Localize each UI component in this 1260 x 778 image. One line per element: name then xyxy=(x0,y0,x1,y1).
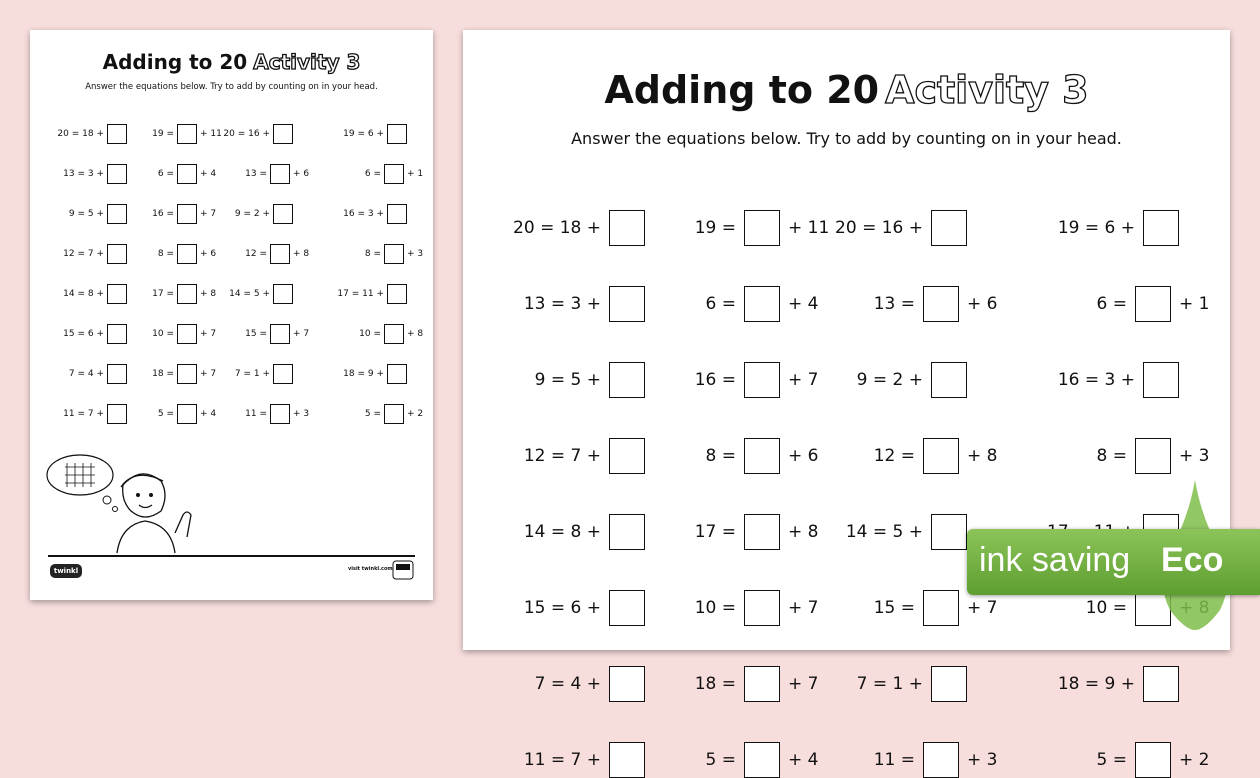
answer-box[interactable] xyxy=(609,438,645,474)
footer-divider xyxy=(48,555,415,557)
equation-text: + 7 xyxy=(293,329,310,339)
equation-5-1 xyxy=(469,514,645,550)
equation-3-1 xyxy=(469,362,645,398)
answer-box[interactable] xyxy=(1143,362,1179,398)
equation-3-3 xyxy=(193,204,293,224)
equation-7-4 xyxy=(307,364,407,384)
equation-text: 11 = xyxy=(873,750,915,770)
equation-text: 6 = xyxy=(1096,294,1127,314)
equation-5-3 xyxy=(791,514,967,550)
equation-text: 20 = 18 + xyxy=(513,218,601,238)
answer-box[interactable] xyxy=(1135,742,1171,778)
answer-box[interactable] xyxy=(387,124,407,144)
answer-box[interactable] xyxy=(609,362,645,398)
equation-text: 12 = xyxy=(245,249,267,259)
equation-7-1 xyxy=(27,364,127,384)
answer-box[interactable] xyxy=(270,404,290,424)
answer-box[interactable] xyxy=(273,364,293,384)
child-thinking-illustration xyxy=(45,445,215,555)
equation-text: + 8 xyxy=(407,329,424,339)
equation-text: 19 = xyxy=(152,129,174,139)
answer-box[interactable] xyxy=(744,286,780,322)
equation-text: 6 = xyxy=(157,169,174,179)
equation-text: 12 = xyxy=(873,446,915,466)
title-main: Adding to 20 xyxy=(102,50,248,74)
equation-text: 14 = 5 + xyxy=(229,289,270,299)
equation-text: + 7 xyxy=(200,209,217,219)
equation-text: + 8 xyxy=(293,249,310,259)
equation-6-2 xyxy=(150,324,216,344)
answer-box[interactable] xyxy=(609,590,645,626)
answer-box[interactable] xyxy=(931,362,967,398)
equation-text: 11 = 7 + xyxy=(63,409,104,419)
answer-box[interactable] xyxy=(177,244,197,264)
equation-text: + 3 xyxy=(967,750,998,770)
answer-box[interactable] xyxy=(609,286,645,322)
equation-4-1 xyxy=(27,244,127,264)
worksheet-title xyxy=(30,50,433,74)
answer-box[interactable] xyxy=(923,590,959,626)
equation-text: 10 = xyxy=(1085,598,1127,618)
equation-text: 7 = 1 + xyxy=(234,369,270,379)
equation-text: 13 = xyxy=(245,169,267,179)
answer-box[interactable] xyxy=(744,210,780,246)
answer-box[interactable] xyxy=(384,404,404,424)
equation-2-3 xyxy=(243,164,309,184)
equation-2-1 xyxy=(469,286,645,322)
equation-text: 16 = xyxy=(694,370,736,390)
equation-3-4 xyxy=(307,204,407,224)
answer-box[interactable] xyxy=(177,324,197,344)
equation-text: + 1 xyxy=(407,169,424,179)
equation-1-1 xyxy=(27,124,127,144)
equation-5-1 xyxy=(27,284,127,304)
equation-text: + 7 xyxy=(200,369,217,379)
answer-box[interactable] xyxy=(744,438,780,474)
equation-text: 14 = 8 + xyxy=(63,289,104,299)
answer-box[interactable] xyxy=(270,244,290,264)
answer-box[interactable] xyxy=(931,514,967,550)
equation-7-4 xyxy=(1003,666,1179,702)
answer-box[interactable] xyxy=(744,742,780,778)
equation-7-1 xyxy=(469,666,645,702)
equation-text: 15 = xyxy=(873,598,915,618)
equation-2-4 xyxy=(357,164,423,184)
equation-text: 18 = 9 + xyxy=(1057,674,1135,694)
equation-1-3 xyxy=(193,124,293,144)
answer-box[interactable] xyxy=(744,666,780,702)
answer-box[interactable] xyxy=(609,666,645,702)
equation-6-1 xyxy=(469,590,645,626)
equation-text: 16 = 3 + xyxy=(1057,370,1135,390)
answer-box[interactable] xyxy=(744,590,780,626)
answer-box[interactable] xyxy=(107,164,127,184)
equation-text: 8 = xyxy=(1096,446,1127,466)
equation-text: 13 = 3 + xyxy=(523,294,601,314)
equation-text: 9 = 5 + xyxy=(534,370,601,390)
equation-text: 15 = xyxy=(245,329,267,339)
answer-box[interactable] xyxy=(923,742,959,778)
equation-text: 12 = 7 + xyxy=(63,249,104,259)
equation-text: 10 = xyxy=(152,329,174,339)
equation-3-3 xyxy=(791,362,967,398)
answer-box[interactable] xyxy=(273,284,293,304)
answer-box[interactable] xyxy=(744,514,780,550)
equation-text: + 4 xyxy=(788,750,819,770)
twinkl-logo: twinkl xyxy=(50,564,82,578)
equation-6-2 xyxy=(692,590,818,626)
equation-text: 9 = 5 + xyxy=(68,209,104,219)
equation-text: 11 = 7 + xyxy=(523,750,601,770)
equation-5-3 xyxy=(193,284,293,304)
equation-text: 14 = 5 + xyxy=(845,522,923,542)
answer-box[interactable] xyxy=(609,742,645,778)
answer-box[interactable] xyxy=(387,284,407,304)
answer-box[interactable] xyxy=(270,324,290,344)
equation-text: + 4 xyxy=(200,409,217,419)
worksheet-title xyxy=(463,68,1230,112)
equation-4-4 xyxy=(1083,438,1209,474)
answer-box[interactable] xyxy=(931,210,967,246)
equation-text: + 6 xyxy=(967,294,998,314)
equation-text: 12 = 7 + xyxy=(523,446,601,466)
equation-1-4 xyxy=(1003,210,1179,246)
equation-text: + 8 xyxy=(200,289,217,299)
answer-box[interactable] xyxy=(107,124,127,144)
equation-text: 8 = xyxy=(705,446,736,466)
answer-box[interactable] xyxy=(107,204,127,224)
equation-text: + 11 xyxy=(200,129,222,139)
footer-badge-icon xyxy=(392,560,414,580)
equation-text: 19 = 6 + xyxy=(343,129,384,139)
equation-1-1 xyxy=(469,210,645,246)
equation-8-2 xyxy=(150,404,216,424)
equation-4-3 xyxy=(871,438,997,474)
equation-text: 15 = 6 + xyxy=(523,598,601,618)
equation-text: 13 = xyxy=(873,294,915,314)
equation-text: + 6 xyxy=(788,446,819,466)
title-outline: Activity 3 xyxy=(253,50,361,74)
equation-text: + 6 xyxy=(200,249,217,259)
answer-box[interactable] xyxy=(744,362,780,398)
equation-3-1 xyxy=(27,204,127,224)
answer-box[interactable] xyxy=(270,164,290,184)
equation-text: 20 = 16 + xyxy=(835,218,923,238)
equation-1-4 xyxy=(307,124,407,144)
equation-text: + 7 xyxy=(788,598,819,618)
ink-saving-label: ink saving xyxy=(979,541,1131,579)
equation-text: 18 = xyxy=(694,674,736,694)
ink-saving-badge xyxy=(967,529,1260,595)
equation-text: 15 = 6 + xyxy=(63,329,104,339)
equation-text: + 4 xyxy=(788,294,819,314)
equation-text: + 7 xyxy=(788,370,819,390)
answer-box[interactable] xyxy=(609,514,645,550)
equation-4-2 xyxy=(150,244,216,264)
answer-box[interactable] xyxy=(107,404,127,424)
equation-text: 20 = 18 + xyxy=(57,129,104,139)
equation-2-2 xyxy=(150,164,216,184)
worksheet-instructions: Answer the equations below. Try to add by counting on in your head. xyxy=(571,129,1122,148)
eco-label: Eco xyxy=(1161,541,1224,579)
equation-6-3 xyxy=(243,324,309,344)
equation-1-3 xyxy=(791,210,967,246)
equation-text: 13 = 3 + xyxy=(63,169,104,179)
equation-text: 14 = 8 + xyxy=(523,522,601,542)
equation-8-3 xyxy=(243,404,309,424)
equation-text: + 2 xyxy=(1179,750,1210,770)
equation-4-3 xyxy=(243,244,309,264)
equation-text: 5 = xyxy=(364,409,381,419)
equation-7-3 xyxy=(791,666,967,702)
equation-text: + 4 xyxy=(200,169,217,179)
equation-8-2 xyxy=(692,742,818,778)
equation-text: 17 = xyxy=(694,522,736,542)
answer-box[interactable] xyxy=(1143,666,1179,702)
worksheet-thumbnail xyxy=(30,30,433,600)
equation-6-4 xyxy=(357,324,423,344)
equation-2-1 xyxy=(27,164,127,184)
equation-text: 11 = xyxy=(245,409,267,419)
answer-box[interactable] xyxy=(107,324,127,344)
equation-3-4 xyxy=(1003,362,1179,398)
equation-text: + 7 xyxy=(200,329,217,339)
equation-8-4 xyxy=(1083,742,1209,778)
equation-text: 10 = xyxy=(359,329,381,339)
equation-text: 8 = xyxy=(157,249,174,259)
equation-8-3 xyxy=(871,742,997,778)
equation-text: 16 = xyxy=(152,209,174,219)
answer-box[interactable] xyxy=(273,124,293,144)
title-outline: Activity 3 xyxy=(885,68,1089,112)
title-main: Adding to 20 xyxy=(604,68,880,112)
answer-box[interactable] xyxy=(384,164,404,184)
equation-6-3 xyxy=(871,590,997,626)
equation-text: 9 = 2 + xyxy=(856,370,923,390)
answer-box[interactable] xyxy=(107,284,127,304)
answer-box[interactable] xyxy=(1135,438,1171,474)
equation-text: 7 = 1 + xyxy=(856,674,923,694)
answer-box[interactable] xyxy=(387,204,407,224)
equation-8-1 xyxy=(27,404,127,424)
equation-text: 18 = 9 + xyxy=(343,369,384,379)
footer-url: visit twinkl.com xyxy=(348,566,393,572)
equation-text: + 3 xyxy=(1179,446,1210,466)
equation-text: 19 = xyxy=(694,218,736,238)
equation-text: + 1 xyxy=(1179,294,1210,314)
equation-2-2 xyxy=(692,286,818,322)
answer-box[interactable] xyxy=(923,286,959,322)
equation-text: + 8 xyxy=(967,446,998,466)
equation-text: + 11 xyxy=(788,218,830,238)
equation-2-3 xyxy=(871,286,997,322)
equation-4-4 xyxy=(357,244,423,264)
equation-text: 9 = 2 + xyxy=(234,209,270,219)
equation-4-2 xyxy=(692,438,818,474)
answer-box[interactable] xyxy=(387,364,407,384)
equation-7-3 xyxy=(193,364,293,384)
answer-box[interactable] xyxy=(923,438,959,474)
equation-text: 7 = 4 + xyxy=(534,674,601,694)
equation-text: + 7 xyxy=(967,598,998,618)
equation-8-1 xyxy=(469,742,645,778)
equation-6-1 xyxy=(27,324,127,344)
equation-text: 7 = 4 + xyxy=(68,369,104,379)
equation-5-4 xyxy=(307,284,407,304)
equation-text: 6 = xyxy=(705,294,736,314)
equation-2-4 xyxy=(1083,286,1209,322)
equation-text: 5 = xyxy=(1096,750,1127,770)
equation-text: 18 = xyxy=(152,369,174,379)
equation-text: + 6 xyxy=(293,169,310,179)
answer-box[interactable] xyxy=(931,666,967,702)
equation-8-4 xyxy=(357,404,423,424)
answer-box[interactable] xyxy=(384,244,404,264)
equation-text: 6 = xyxy=(364,169,381,179)
equation-text: 16 = 3 + xyxy=(343,209,384,219)
answer-box[interactable] xyxy=(177,164,197,184)
answer-box[interactable] xyxy=(1143,210,1179,246)
equation-text: + 8 xyxy=(788,522,819,542)
worksheet-instructions: Answer the equations below. Try to add by counting on in your head. xyxy=(85,82,378,92)
answer-box[interactable] xyxy=(177,404,197,424)
equation-text: + 2 xyxy=(407,409,424,419)
answer-box[interactable] xyxy=(107,244,127,264)
equation-text: + 3 xyxy=(293,409,310,419)
answer-box[interactable] xyxy=(273,204,293,224)
equation-text: + 3 xyxy=(407,249,424,259)
equation-text: 10 = xyxy=(694,598,736,618)
equation-text: 5 = xyxy=(705,750,736,770)
answer-box[interactable] xyxy=(384,324,404,344)
equation-text: + 7 xyxy=(788,674,819,694)
answer-box[interactable] xyxy=(107,364,127,384)
answer-box[interactable] xyxy=(609,210,645,246)
equation-4-1 xyxy=(469,438,645,474)
equation-text: 5 = xyxy=(157,409,174,419)
equation-text: 17 = 11 + xyxy=(337,289,384,299)
equation-text: 20 = 16 + xyxy=(223,129,270,139)
equation-text: 8 = xyxy=(364,249,381,259)
equation-text: 17 = xyxy=(152,289,174,299)
equation-text: 19 = 6 + xyxy=(1057,218,1135,238)
answer-box[interactable] xyxy=(1135,286,1171,322)
